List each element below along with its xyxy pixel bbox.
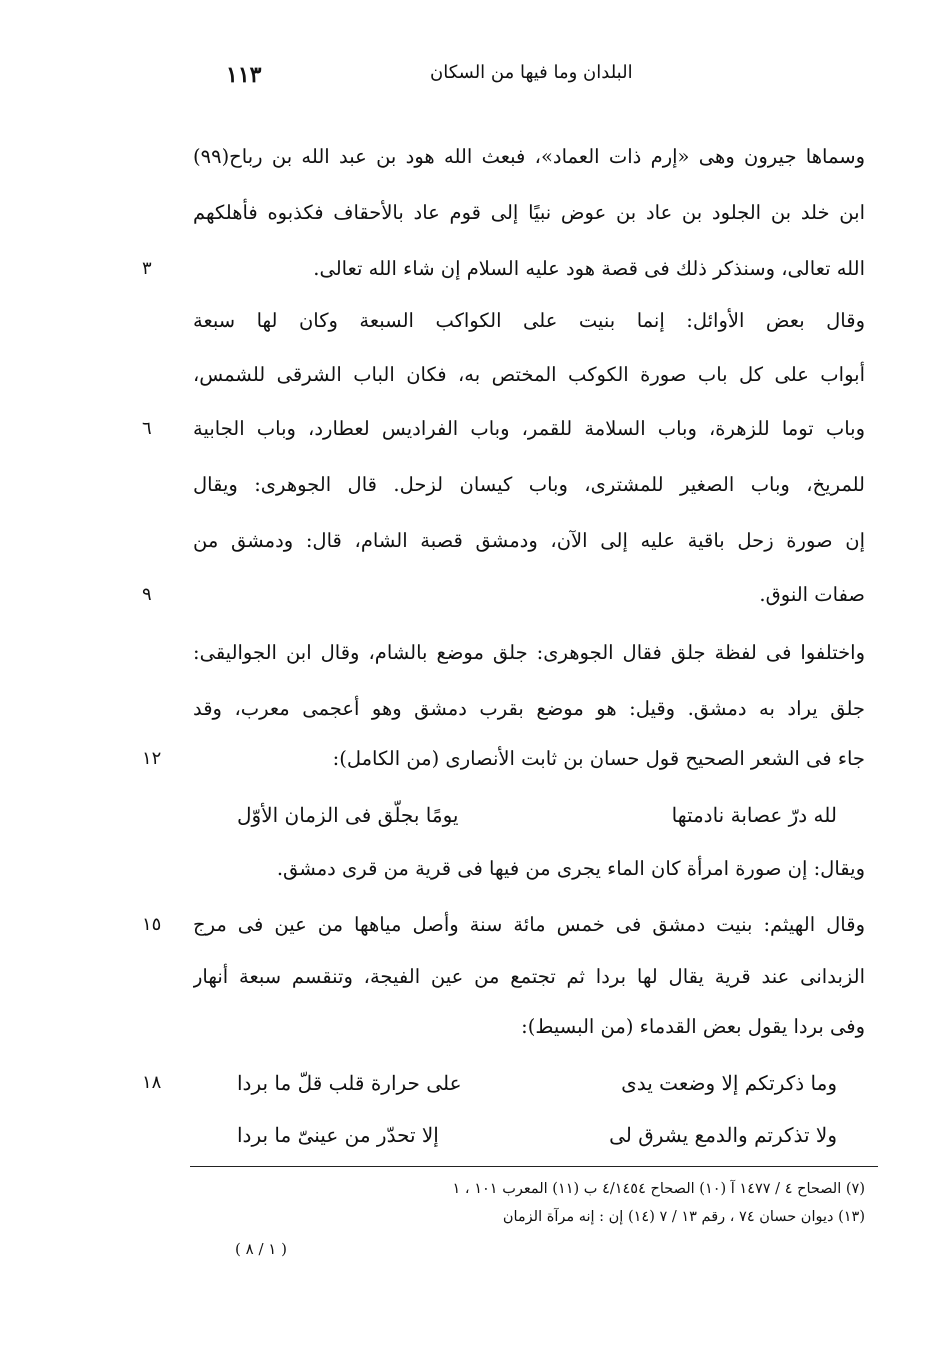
text-line: صفات النوق.: [759, 583, 865, 606]
text-line: وفى بردا يقول بعض القدماء (من البسيط):: [521, 1015, 865, 1038]
verse-line: [237, 1120, 837, 1150]
text-line: وقال بعض الأوائل: إنما بنيت على الكواكب السبعة وكان لها سبعة: [193, 309, 865, 332]
verse-hemistich-first: وما ذكرتكم إلا وضعت يدى: [621, 1071, 837, 1095]
text-line: أبواب على كل باب صورة الكوكب المختص به، فكان الباب الشرقى للشمس،: [193, 363, 865, 386]
text-line: للمريخ، وباب الصغير للمشترى، وباب كيسان لزحل. قال الجوهرى: ويقال: [193, 473, 865, 496]
line-number: ١٥: [142, 914, 162, 935]
text-line: ابن خلد بن الجلود بن عاد بن عوض نبيًا إلى قوم عاد بالأحقاف فكذبوه فأهلكهم: [193, 201, 865, 224]
page-number: ١١٣: [226, 62, 262, 88]
line-number: ٩: [142, 584, 152, 605]
footnote-divider: [190, 1166, 878, 1167]
verse-hemistich-second: يومًا بجلّق فى الزمان الأوّل: [237, 803, 459, 827]
line-number: ٦: [142, 418, 152, 439]
text-line: ويقال: إن صورة امرأة كان الماء يجرى من فيها فى قرية من قرى دمشق.: [276, 857, 865, 880]
line-number: ١٨: [142, 1072, 162, 1093]
footnote-line: ( ١ / ٨ ): [235, 1240, 287, 1258]
footnote-line: (١٣) ديوان حسان ٧٤ ، رقم ١٣ / ٧ (١٤) إن : إنه مرآة الزمان: [502, 1209, 865, 1225]
text-line: جلق يراد به دمشق. وقيل: هو موضع بقرب دمشق وهو أعجمى معرب، وقد: [193, 697, 865, 720]
line-number: ١٢: [142, 748, 162, 769]
verse-line: [237, 1068, 837, 1098]
verse-line: [237, 800, 837, 830]
text-line: الله تعالى، وسنذكر ذلك فى قصة هود عليه السلام إن شاء الله تعالى.: [313, 257, 865, 280]
running-title: البلدان وما فيها من السكان: [430, 62, 633, 83]
text-line: إن صورة زحل باقية عليه إلى الآن، ودمشق قصبة الشام، قال: ودمشق من: [193, 529, 865, 552]
text-line: واختلفوا فى لفظة جلق فقال الجوهرى: جلق موضع بالشام، وقال ابن الجواليقى:: [193, 641, 865, 664]
text-line: وباب توما للزهرة، وباب السلامة للقمر، وباب الفراديس لعطارد، وباب الجابية: [193, 417, 865, 440]
verse-hemistich-second: على حرارة قلب قلّ ما بردا: [237, 1071, 462, 1095]
footnote-line: (٧) الصحاح ٤ / ١٤٧٧ آ (١٠) الصحاح ٤/١٤٥٤ ب (١١) المعرب ١٠١ ، ١: [452, 1181, 865, 1197]
text-line: وسماها جيرون وهى «إرم ذات العماد»، فبعث الله هود بن عبد الله بن رباح(٩٩): [193, 145, 865, 168]
text-line: وقال الهيثم: بنيت دمشق فى خمس مائة سنة وأصل مياهها من عين فى مرج: [193, 913, 865, 936]
text-line: جاء فى الشعر الصحيح قول حسان بن ثابت الأنصارى (من الكامل):: [332, 747, 865, 770]
verse-hemistich-first: ولا تذكرتم والدمع يشرق لى: [609, 1123, 837, 1147]
line-number: ٣: [142, 258, 152, 279]
verse-hemistich-first: لله درّ عصابة نادمتها: [671, 803, 837, 827]
verse-hemistich-second: إلا تحدّر من عينىّ ما بردا: [237, 1123, 439, 1147]
text-line: الزبدانى عند قرية يقال لها بردا ثم تجتمع من عين الفيجة، وتنقسم سبعة أنهار: [193, 965, 865, 988]
